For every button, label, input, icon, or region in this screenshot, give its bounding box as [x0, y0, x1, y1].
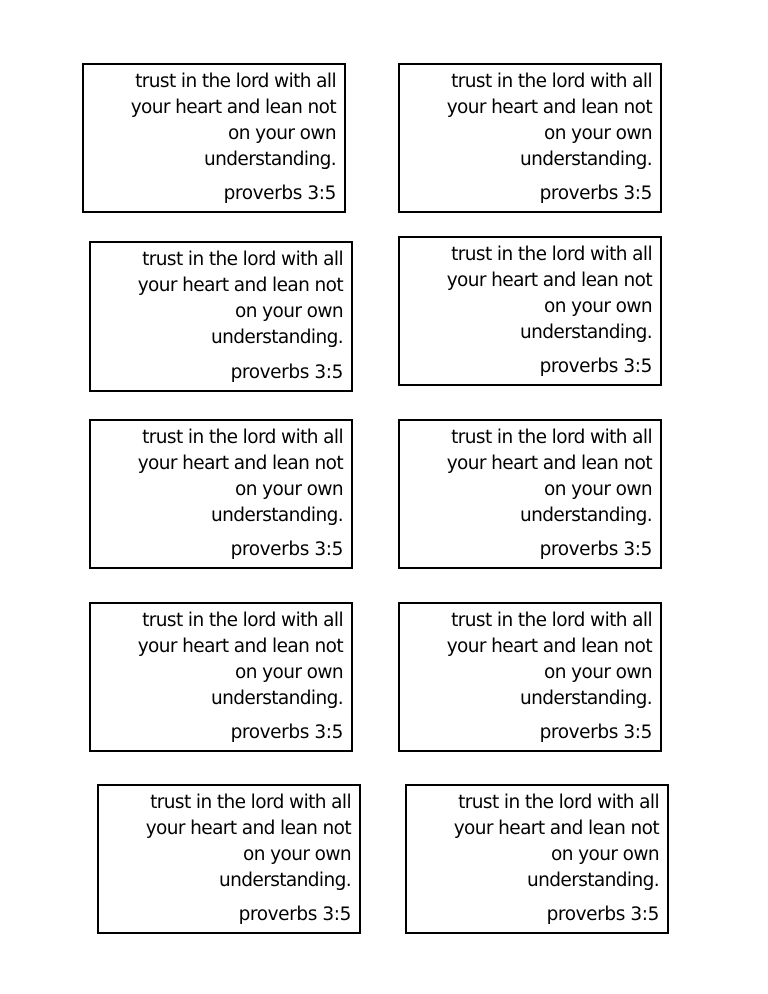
- verse-line: understanding.: [520, 322, 652, 343]
- verse-reference: proverbs 3:5: [539, 183, 652, 204]
- verse-reference: proverbs 3:5: [539, 356, 652, 377]
- verse-card: [89, 602, 353, 752]
- verse-line: understanding.: [211, 505, 343, 526]
- verse-card: [97, 784, 361, 934]
- verse-line: trust in the lord with all: [458, 792, 659, 813]
- verse-text: [93, 425, 343, 529]
- verse-card: [398, 602, 662, 752]
- verse-line: on your own: [544, 123, 652, 144]
- verse-line: on your own: [544, 296, 652, 317]
- verse-reference: proverbs 3:5: [539, 722, 652, 743]
- verse-line: understanding.: [219, 870, 351, 891]
- verse-line: understanding.: [211, 688, 343, 709]
- verse-line: on your own: [551, 844, 659, 865]
- verse-line: on your own: [235, 301, 343, 322]
- verse-text: [409, 790, 659, 894]
- verse-reference: proverbs 3:5: [539, 539, 652, 560]
- verse-reference: proverbs 3:5: [230, 362, 343, 383]
- verse-card: [398, 419, 662, 569]
- verse-line: trust in the lord with all: [451, 71, 652, 92]
- verse-line: understanding.: [211, 327, 343, 348]
- verse-line: trust in the lord with all: [451, 610, 652, 631]
- verse-card: [89, 241, 353, 392]
- verse-line: your heart and lean not: [446, 270, 652, 291]
- verse-line: understanding.: [527, 870, 659, 891]
- verse-line: trust in the lord with all: [142, 427, 343, 448]
- verse-line: your heart and lean not: [137, 453, 343, 474]
- verse-text: [86, 69, 336, 173]
- verse-line: your heart and lean not: [446, 636, 652, 657]
- verse-line: trust in the lord with all: [451, 244, 652, 265]
- verse-text: [93, 247, 343, 351]
- verse-line: understanding.: [520, 505, 652, 526]
- verse-line: on your own: [544, 662, 652, 683]
- verse-reference: proverbs 3:5: [230, 722, 343, 743]
- verse-text: [402, 242, 652, 346]
- verse-line: your heart and lean not: [137, 636, 343, 657]
- verse-line: trust in the lord with all: [142, 610, 343, 631]
- verse-reference: proverbs 3:5: [238, 904, 351, 925]
- verse-line: understanding.: [520, 149, 652, 170]
- verse-line: your heart and lean not: [137, 275, 343, 296]
- verse-text: [93, 608, 343, 712]
- verse-line: trust in the lord with all: [142, 249, 343, 270]
- verse-line: your heart and lean not: [145, 818, 351, 839]
- verse-text: [402, 69, 652, 173]
- verse-line: on your own: [235, 662, 343, 683]
- verse-line: on your own: [235, 479, 343, 500]
- verse-line: understanding.: [520, 688, 652, 709]
- verse-card: [398, 63, 662, 213]
- verse-line: on your own: [243, 844, 351, 865]
- verse-reference: proverbs 3:5: [223, 183, 336, 204]
- verse-line: trust in the lord with all: [451, 427, 652, 448]
- verse-line: trust in the lord with all: [135, 71, 336, 92]
- verse-line: your heart and lean not: [446, 97, 652, 118]
- verse-line: on your own: [544, 479, 652, 500]
- verse-line: your heart and lean not: [130, 97, 336, 118]
- verse-line: your heart and lean not: [453, 818, 659, 839]
- verse-text: [402, 608, 652, 712]
- verse-text: [402, 425, 652, 529]
- verse-line: your heart and lean not: [446, 453, 652, 474]
- verse-line: understanding.: [204, 149, 336, 170]
- verse-card: [398, 236, 662, 386]
- verse-line: trust in the lord with all: [150, 792, 351, 813]
- verse-card: [89, 419, 353, 569]
- verse-card: [82, 63, 346, 213]
- verse-line: on your own: [228, 123, 336, 144]
- verse-reference: proverbs 3:5: [546, 904, 659, 925]
- verse-card: [405, 784, 669, 934]
- verse-text: [101, 790, 351, 894]
- verse-reference: proverbs 3:5: [230, 539, 343, 560]
